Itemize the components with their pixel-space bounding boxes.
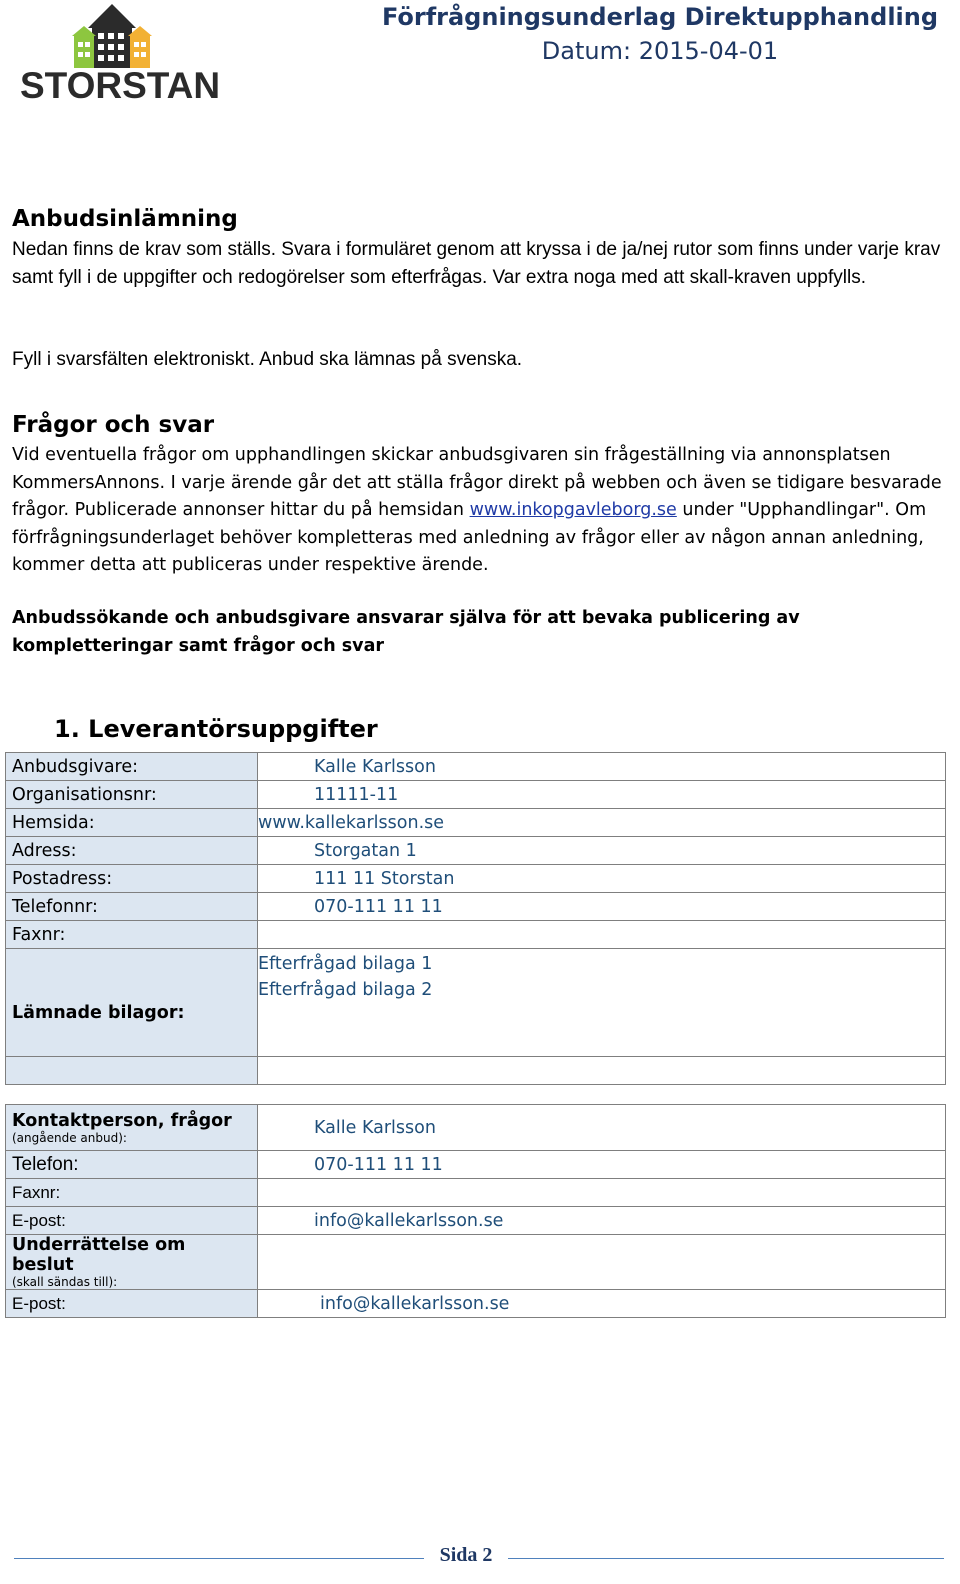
table-row [6, 1207, 946, 1235]
storstan-logo [20, 2, 221, 106]
orgnr-label: Organisationsnr: [6, 781, 258, 809]
beslut-label [6, 1235, 258, 1290]
adress-label: Adress: [6, 837, 258, 865]
bilaga-1: Efterfrågad bilaga 1 [258, 954, 433, 974]
kontakt-label [6, 1105, 258, 1151]
anbudsgivare-field[interactable]: Kalle Karlsson [258, 753, 946, 781]
supplier-info-table [5, 752, 946, 1085]
hemsida-label: Hemsida: [6, 809, 258, 837]
hemsida-field[interactable]: www.kallekarlsson.se [258, 809, 946, 837]
table-row [6, 893, 946, 921]
table-row [6, 809, 946, 837]
table-row [6, 1235, 946, 1290]
faxnr2-field[interactable] [258, 1179, 946, 1207]
beslut-label-main: Underrättelse om beslut [12, 1235, 186, 1275]
faxnr-field[interactable] [258, 921, 946, 949]
table-row-empty [6, 1057, 946, 1085]
table-row [6, 1179, 946, 1207]
document-date: Datum: 2015-04-01 [541, 37, 779, 65]
house-logo-icon [20, 2, 200, 68]
section-title-leverantorsuppgifter: 1. Leverantörsuppgifter [54, 715, 378, 743]
heading-anbudsinlamning: Anbudsinlämning [12, 206, 238, 232]
document-title: Förfrågningsunderlag Direktupphandling [381, 3, 939, 31]
bilagor-label: Lämnade bilagor: [6, 949, 258, 1057]
table-row [6, 921, 946, 949]
fragor-text-1: Vid eventuella frågor om upphandlingen skickar anbudsgivaren sin frågeställning via annonsplatsen KommersAnnons. I varje ärende går det att ställa frågor direkt på webben och även se tidigare besvarade frågor. Publicerade annonser hittar du på hemsidan [12, 445, 942, 520]
kontakt-field[interactable]: Kalle Karlsson [258, 1105, 946, 1151]
epost-field[interactable]: info@kallekarlsson.se [258, 1207, 946, 1235]
table-row [6, 1290, 946, 1318]
contact-info-table [5, 1104, 946, 1318]
faxnr-label: Faxnr: [6, 921, 258, 949]
bevaka-note: Anbudssökande och anbudsgivare ansvarar själva för att bevaka publicering av kompletteringar samt frågor och svar [12, 608, 800, 656]
heading-fragor-och-svar: Frågor och svar [12, 412, 215, 438]
epost2-label: E-post: [6, 1290, 258, 1318]
beslut-field[interactable] [258, 1235, 946, 1290]
table-row [6, 753, 946, 781]
table-row [6, 865, 946, 893]
logo-wordmark: STORSTAN [20, 65, 221, 106]
beslut-label-sub: (skall sändas till): [12, 1275, 118, 1289]
footer-rule-left [14, 1558, 424, 1559]
table-row [6, 781, 946, 809]
kontakt-label-sub: (angående anbud): [12, 1130, 127, 1145]
anbud-paragraph-2: Fyll i svarsfälten elektroniskt. Anbud ska lämnas på svenska. [12, 349, 523, 370]
telefonnr-field[interactable]: 070-111 11 11 [258, 893, 946, 921]
empty-value-cell[interactable] [258, 1057, 946, 1085]
page-number: Sida 2 [439, 1544, 493, 1566]
table-row [6, 837, 946, 865]
adress-field[interactable]: Storgatan 1 [258, 837, 946, 865]
telefon-label: Telefon: [6, 1151, 258, 1179]
telefon-field[interactable]: 070-111 11 11 [258, 1151, 946, 1179]
fragor-text-2: under "Upphandlingar". Om förfrågningsunderlaget behöver kompletteras med anledning av frågor eller av någon annan anledning, kommer detta att publiceras under respektive ärende. [12, 500, 927, 575]
postadress-field[interactable]: 111 11 Storstan [258, 865, 946, 893]
epost-label: E-post: [6, 1207, 258, 1235]
table-row [6, 1151, 946, 1179]
anbud-paragraph-1: Nedan finns de krav som ställs. Svara i formuläret genom att kryssa i de ja/nej rutor som finns under varje krav samt fyll i de uppgifter och redogörelser som efterfrågas. Var extra noga med att skall-kraven uppfylls. [12, 239, 941, 288]
kontakt-label-main: Kontaktperson, frågor [12, 1110, 232, 1131]
table-row [6, 1105, 946, 1151]
bilagor-field[interactable] [258, 949, 946, 1057]
orgnr-field[interactable]: 11111-11 [258, 781, 946, 809]
bilaga-2: Efterfrågad bilaga 2 [258, 980, 433, 1000]
inkopgavleborg-link[interactable]: www.inkopgavleborg.se [469, 500, 677, 520]
fragor-paragraph [12, 442, 947, 580]
anbudsgivare-label: Anbudsgivare: [6, 753, 258, 781]
epost2-field[interactable]: info@kallekarlsson.se [258, 1290, 946, 1318]
empty-label-cell [6, 1057, 258, 1085]
footer-rule-right [508, 1558, 944, 1559]
table-row [6, 949, 946, 1057]
postadress-label: Postadress: [6, 865, 258, 893]
telefonnr-label: Telefonnr: [6, 893, 258, 921]
faxnr2-label: Faxnr: [6, 1179, 258, 1207]
